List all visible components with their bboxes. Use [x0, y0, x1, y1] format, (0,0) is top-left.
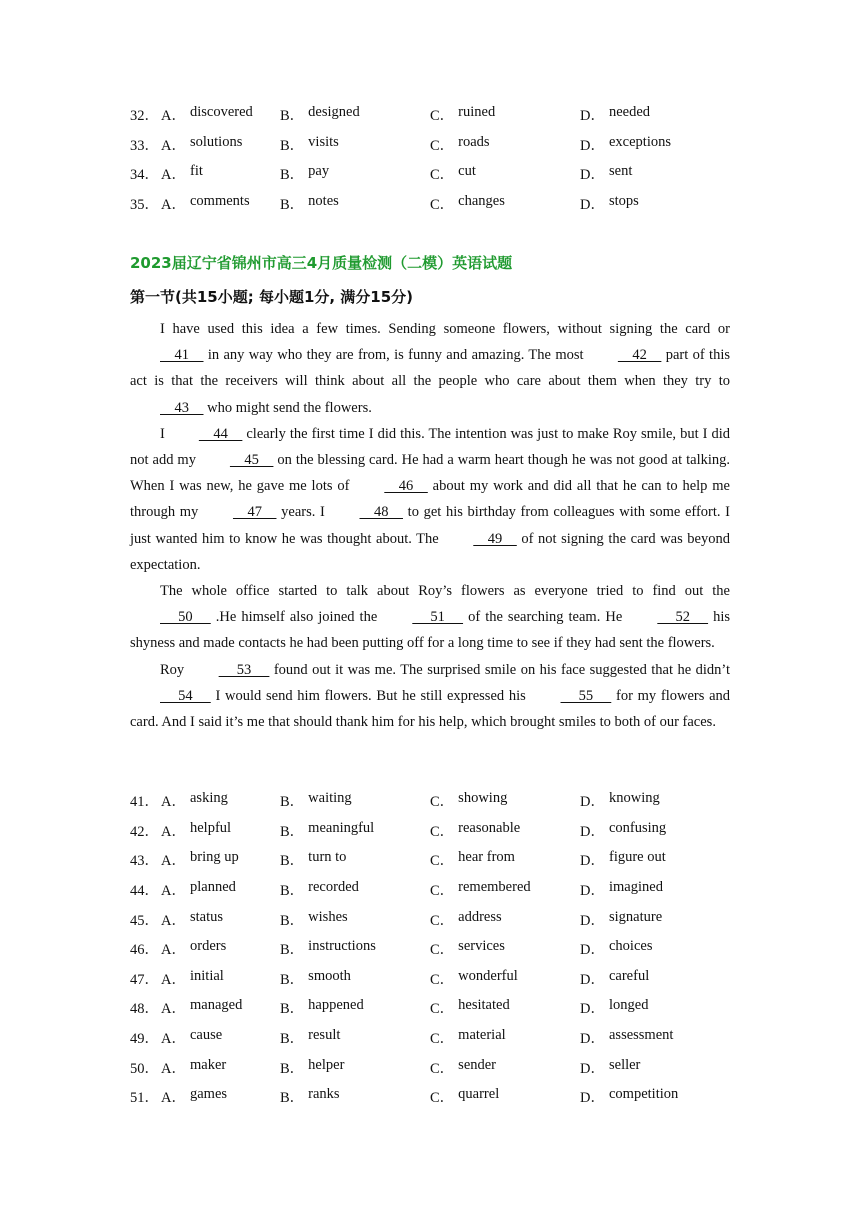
passage-text: part of this act is that the receivers will think about all the people who care about them when they try to	[130, 347, 730, 390]
option-a-text: solutions	[189, 133, 243, 150]
option-a-text: planned	[189, 879, 236, 896]
option-a-text: asking	[189, 790, 228, 807]
option-row	[130, 159, 750, 189]
option-d-text: signature	[608, 908, 663, 925]
option-d-text: stops	[608, 193, 639, 210]
option-d-text: imagined	[608, 879, 663, 896]
option-c-letter: C．	[430, 1031, 455, 1048]
passage-text: .He himself also joined the	[210, 609, 383, 626]
option-b-letter: B．	[280, 137, 305, 154]
option-c-text: showing	[458, 790, 508, 807]
option-d-letter: D．	[580, 912, 605, 929]
option-d-letter: D．	[580, 197, 605, 214]
passage-text: I	[160, 425, 169, 442]
question-number: 43．	[130, 853, 159, 870]
option-c-letter: C．	[430, 1001, 455, 1018]
option-row	[130, 993, 750, 1023]
option-c-text: hesitated	[458, 997, 510, 1014]
question-number: 42．	[130, 823, 159, 840]
option-b-text: ranks	[308, 1086, 340, 1103]
option-d-letter: D．	[580, 971, 605, 988]
option-row	[130, 786, 750, 816]
option-d-text: assessment	[608, 1027, 674, 1044]
passage-text: of not signing the card was beyond expectation.	[130, 530, 730, 573]
option-d-letter: D．	[580, 853, 605, 870]
option-d-text: knowing	[608, 790, 660, 807]
blank-46: 46	[384, 478, 428, 495]
sub-title: 第一节(共15小题; 每小题1分, 满分15分)	[130, 288, 414, 306]
option-a-letter: A．	[161, 823, 186, 840]
blank-47: 47	[232, 504, 277, 521]
option-d-letter: D．	[580, 1001, 605, 1018]
option-a-letter: A．	[161, 137, 186, 154]
option-d-text: competition	[608, 1086, 679, 1103]
option-c-letter: C．	[430, 853, 455, 870]
option-c-text: roads	[458, 133, 490, 150]
option-a-text: status	[189, 908, 224, 925]
option-a-text: bring up	[189, 849, 239, 866]
paragraph-4	[130, 657, 730, 736]
option-c-letter: C．	[430, 197, 455, 214]
paragraph-3	[130, 578, 730, 657]
blank-54: 54	[160, 687, 211, 704]
option-c-text: remembered	[458, 879, 531, 896]
option-c-text: ruined	[458, 104, 496, 121]
option-a-text: discovered	[189, 104, 253, 121]
option-b-text: happened	[308, 997, 364, 1014]
question-number: 48．	[130, 1001, 159, 1018]
option-a-text: fit	[189, 163, 203, 180]
option-d-letter: D．	[580, 883, 605, 900]
question-number: 33．	[130, 137, 159, 154]
option-a-text: comments	[189, 193, 250, 210]
blank-42: 42	[617, 347, 662, 364]
option-c-text: reasonable	[458, 819, 521, 836]
option-c-letter: C．	[430, 167, 455, 184]
option-a-letter: A．	[161, 794, 186, 811]
question-number: 47．	[130, 971, 159, 988]
option-b-text: helper	[308, 1056, 345, 1073]
option-a-text: games	[189, 1086, 228, 1103]
passage-text: for my flowers and card. And I said it’s me that should thank him for his help, which brought smiles to both of our faces.	[130, 687, 731, 731]
passage-text: to get his birthday from colleagues with some effort. I just wanted him to know he was thought about. The	[130, 504, 730, 547]
blank-45: 45	[229, 452, 274, 469]
option-c-text: material	[458, 1027, 506, 1044]
option-b-text: waiting	[308, 790, 352, 807]
question-number: 50．	[130, 1060, 159, 1077]
option-c-text: address	[458, 908, 502, 925]
option-row	[130, 1023, 750, 1053]
option-row	[130, 816, 750, 846]
option-b-letter: B．	[280, 1031, 305, 1048]
blank-44: 44	[198, 425, 243, 442]
paragraph-2	[130, 421, 730, 578]
option-d-text: careful	[608, 967, 650, 984]
question-number: 49．	[130, 1031, 159, 1048]
option-d-letter: D．	[580, 794, 605, 811]
option-c-text: services	[458, 938, 505, 955]
option-a-letter: A．	[161, 912, 186, 929]
option-a-text: helpful	[189, 819, 232, 836]
option-c-text: changes	[458, 193, 505, 210]
option-b-letter: B．	[280, 883, 305, 900]
option-c-text: hear from	[458, 849, 515, 866]
question-number: 35．	[130, 197, 159, 214]
option-d-letter: D．	[580, 137, 605, 154]
question-number: 32．	[130, 108, 159, 125]
option-c-text: quarrel	[458, 1086, 500, 1103]
paragraph-1	[130, 316, 730, 421]
option-a-letter: A．	[161, 1031, 186, 1048]
blank-51: 51	[412, 609, 464, 626]
option-b-text: instructions	[308, 938, 376, 955]
option-d-text: seller	[608, 1056, 641, 1073]
options-top	[130, 100, 750, 218]
blank-52: 52	[657, 609, 709, 626]
passage-text: I would send him flowers. But he still expressed his	[210, 687, 531, 704]
option-row	[130, 875, 750, 905]
option-c-letter: C．	[430, 823, 455, 840]
option-b-letter: B．	[280, 853, 305, 870]
option-b-letter: B．	[280, 1090, 305, 1107]
option-d-letter: D．	[580, 1060, 605, 1077]
passage-text: clearly the first time I did this. The intention was just to make Roy smile, but I did not add my	[130, 425, 730, 469]
option-b-letter: B．	[280, 912, 305, 929]
option-d-text: confusing	[608, 819, 667, 836]
option-a-letter: A．	[161, 108, 186, 125]
passage-text: Roy	[160, 661, 189, 678]
passage-text: The whole office started to talk about Roy’s flowers as everyone tried to find out the	[160, 583, 730, 600]
option-a-letter: A．	[161, 1060, 186, 1077]
option-d-text: sent	[608, 163, 633, 180]
option-b-letter: B．	[280, 108, 305, 125]
option-c-letter: C．	[430, 883, 455, 900]
option-a-text: managed	[189, 997, 243, 1014]
passage-text: found out it was me. The surprised smile on his face suggested that he didn’t	[269, 661, 731, 678]
options-bottom	[130, 786, 750, 1112]
option-d-text: longed	[608, 997, 649, 1014]
option-b-letter: B．	[280, 197, 305, 214]
question-number: 51．	[130, 1090, 159, 1107]
option-row	[130, 1052, 750, 1082]
option-a-text: orders	[189, 938, 227, 955]
option-b-letter: B．	[280, 1001, 305, 1018]
option-c-text: sender	[458, 1056, 497, 1073]
option-b-text: designed	[308, 104, 360, 121]
option-a-letter: A．	[161, 1090, 186, 1107]
option-a-text: initial	[189, 967, 224, 984]
passage-text: his shyness and made contacts he had been putting off for a long time to see if they had sent the flowers.	[130, 609, 731, 652]
blank-55: 55	[560, 687, 612, 704]
blank-41: 41	[160, 347, 204, 364]
option-a-letter: A．	[161, 167, 186, 184]
option-b-text: visits	[308, 133, 339, 150]
passage-text: in any way who they are from, is funny and amazing. The most	[203, 347, 588, 364]
option-a-letter: A．	[161, 853, 186, 870]
option-c-letter: C．	[430, 971, 455, 988]
option-b-text: turn to	[308, 849, 347, 866]
option-c-text: cut	[458, 163, 476, 180]
option-a-letter: A．	[161, 971, 186, 988]
option-c-letter: C．	[430, 942, 455, 959]
option-c-letter: C．	[430, 1060, 455, 1077]
option-c-letter: C．	[430, 137, 455, 154]
option-row	[130, 1082, 750, 1112]
option-d-letter: D．	[580, 1090, 605, 1107]
option-c-letter: C．	[430, 912, 455, 929]
blank-50: 50	[160, 609, 211, 626]
option-c-letter: C．	[430, 108, 455, 125]
question-number: 44．	[130, 883, 159, 900]
option-d-text: needed	[608, 104, 651, 121]
passage	[130, 316, 730, 735]
option-b-letter: B．	[280, 823, 305, 840]
option-d-text: figure out	[608, 849, 666, 866]
blank-53: 53	[218, 661, 270, 678]
passage-text: of the searching team. He	[463, 609, 628, 626]
option-c-text: wonderful	[458, 967, 518, 984]
question-number: 46．	[130, 942, 159, 959]
option-b-text: pay	[308, 163, 330, 180]
option-b-text: smooth	[308, 967, 351, 984]
option-d-letter: D．	[580, 167, 605, 184]
option-b-text: wishes	[308, 908, 348, 925]
option-row	[130, 934, 750, 964]
blank-48: 48	[359, 504, 403, 521]
passage-text: years. I	[276, 504, 330, 521]
blank-49: 49	[473, 530, 517, 547]
option-b-text: meaningful	[308, 819, 375, 836]
option-b-letter: B．	[280, 942, 305, 959]
option-b-letter: B．	[280, 167, 305, 184]
option-row	[130, 189, 750, 219]
option-d-letter: D．	[580, 1031, 605, 1048]
passage-text: on the blessing card. He had a warm heart though he was not good at talking. When I was new, he gave me lots of	[130, 452, 730, 495]
option-a-letter: A．	[161, 883, 186, 900]
option-b-text: result	[308, 1027, 341, 1044]
blank-43: 43	[160, 399, 204, 416]
question-number: 34．	[130, 167, 159, 184]
option-row	[130, 904, 750, 934]
option-d-letter: D．	[580, 108, 605, 125]
option-b-letter: B．	[280, 971, 305, 988]
option-c-letter: C．	[430, 1090, 455, 1107]
option-a-letter: A．	[161, 942, 186, 959]
option-d-text: choices	[608, 938, 653, 955]
question-number: 41．	[130, 794, 159, 811]
option-a-letter: A．	[161, 1001, 186, 1018]
option-c-letter: C．	[430, 794, 455, 811]
option-d-text: exceptions	[608, 133, 671, 150]
passage-text: I have used this idea a few times. Sending someone flowers, without signing the card or	[160, 321, 730, 337]
option-b-letter: B．	[280, 794, 305, 811]
option-row	[130, 100, 750, 130]
passage-text: who might send the flowers.	[203, 399, 372, 416]
question-number: 45．	[130, 912, 159, 929]
option-row	[130, 964, 750, 994]
section-title: 2023届辽宁省锦州市高三4月质量检测（二模）英语试题	[130, 254, 513, 272]
option-b-text: notes	[308, 193, 339, 210]
option-a-text: maker	[189, 1056, 227, 1073]
option-b-letter: B．	[280, 1060, 305, 1077]
passage-text: about my work and did all that he can to help me through my	[130, 478, 730, 521]
option-d-letter: D．	[580, 942, 605, 959]
option-b-text: recorded	[308, 879, 359, 896]
option-a-letter: A．	[161, 197, 186, 214]
option-a-text: cause	[189, 1027, 223, 1044]
option-d-letter: D．	[580, 823, 605, 840]
option-row	[130, 130, 750, 160]
option-row	[130, 845, 750, 875]
